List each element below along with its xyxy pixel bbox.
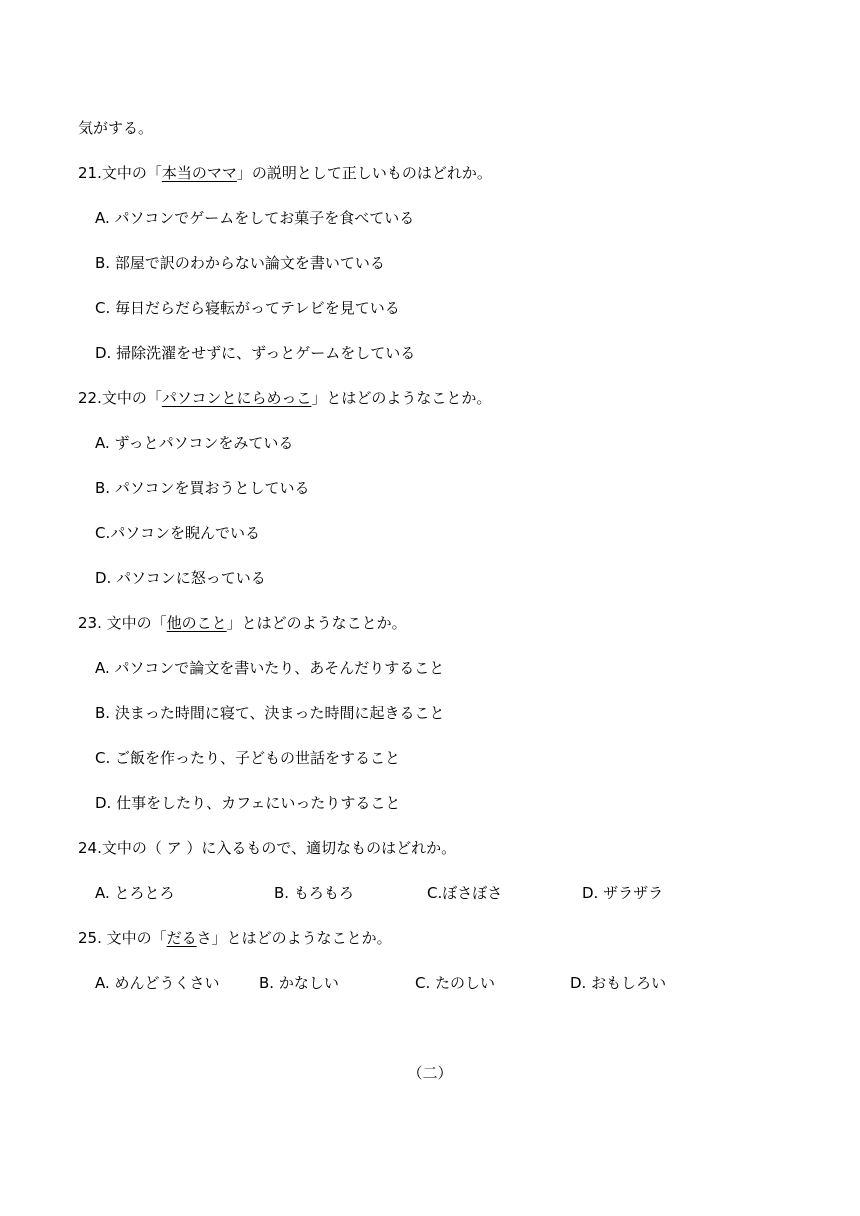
question-22-underlined: パソコンとにらめっこ — [161, 389, 312, 407]
q25-option-c: C. たのしい — [415, 974, 496, 992]
q25-option-b: B. かなしい — [259, 974, 339, 992]
passage-tail: 気がする。 — [78, 119, 154, 137]
question-22 — [78, 388, 491, 408]
q21-option-c: C. 毎日だらだら寝転がってテレビを見ている — [95, 299, 400, 317]
question-21-suffix: 」の説明として正しいものはどれか。 — [236, 164, 492, 182]
q22-option-c: C.パソコンを睨んでいる — [95, 524, 260, 542]
question-25 — [78, 928, 392, 948]
question-23-prefix: 23. 文中の「 — [78, 614, 167, 632]
q21-option-b: B. 部屋で訳のわからない論文を書いている — [95, 254, 385, 272]
question-25-prefix: 25. 文中の「 — [78, 929, 167, 947]
q23-option-a: A. パソコンで論文を書いたり、あそんだりすること — [95, 659, 445, 677]
question-23-suffix: 」とはどのようなことか。 — [226, 614, 407, 632]
q24-option-c: C.ぼさぼさ — [427, 884, 503, 902]
question-21-underlined: 本当のママ — [161, 164, 237, 182]
question-21 — [78, 163, 492, 183]
q24-option-b: B. もろもろ — [274, 884, 354, 902]
q23-option-b: B. 決まった時間に寝て、決まった時間に起きること — [95, 704, 445, 722]
q23-option-d: D. 仕事をしたり、カフェにいったりすること — [95, 794, 401, 812]
q23-option-c: C. ご飯を作ったり、子どもの世話をすること — [95, 749, 401, 767]
q24-option-d: D. ザラザラ — [582, 884, 664, 902]
q21-option-a: A. パソコンでゲームをしてお菓子を食べている — [95, 209, 415, 227]
question-23 — [78, 613, 407, 633]
q25-option-a: A. めんどうくさい — [95, 974, 220, 992]
q22-option-d: D. パソコンに怒っている — [95, 569, 266, 587]
q22-option-a: A. ずっとパソコンをみている — [95, 434, 294, 452]
question-24: 24.文中の（ ア ）に入るもので、適切なものはどれか。 — [78, 839, 457, 857]
question-25-suffix: 」とはどのようなことか。 — [211, 929, 392, 947]
section-marker: （二） — [407, 1064, 453, 1082]
q21-option-d: D. 掃除洗濯をせずに、ずっとゲームをしている — [95, 344, 416, 362]
question-25-underlined: だる — [166, 929, 197, 947]
q24-option-a: A. とろとろ — [95, 884, 175, 902]
question-21-prefix: 21.文中の「 — [78, 164, 162, 182]
q25-option-d: D. おもしろい — [570, 974, 667, 992]
question-22-prefix: 22.文中の「 — [78, 389, 162, 407]
question-25-mid: さ — [196, 929, 212, 947]
question-22-suffix: 」とはどのようなことか。 — [311, 389, 492, 407]
q22-option-b: B. パソコンを買おうとしている — [95, 479, 310, 497]
question-23-underlined: 他のこと — [166, 614, 227, 632]
